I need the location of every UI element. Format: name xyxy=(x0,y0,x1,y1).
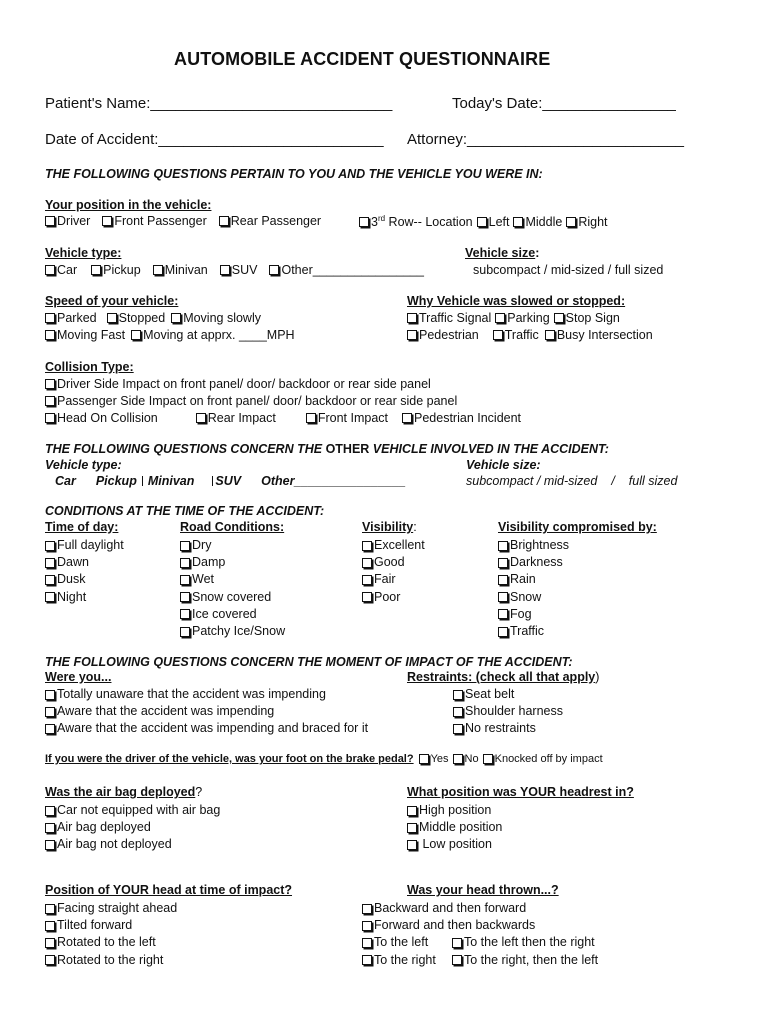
checkbox[interactable] xyxy=(495,313,505,323)
checkbox[interactable] xyxy=(45,592,55,602)
checkbox[interactable] xyxy=(566,217,576,227)
collision-type-label: Collision Type: xyxy=(45,360,134,374)
why-options-row2 xyxy=(407,328,653,342)
option-totally-unaware: Totally unaware that the accident was impending xyxy=(57,687,326,701)
visibility-list xyxy=(362,537,425,606)
vehicle-size-values: subcompact / mid-sized / full sized xyxy=(473,263,664,277)
checkbox[interactable] xyxy=(359,217,369,227)
option-pedestrian: Pedestrian xyxy=(419,328,479,342)
option-driver-side-impact: Driver Side Impact on front panel/ door/ backdoor or rear side panel xyxy=(57,377,431,391)
option-right-then-left: To the right, then the left xyxy=(464,952,599,967)
checkbox[interactable] xyxy=(45,216,55,226)
headrest-label: What position was YOUR headrest in? xyxy=(407,785,634,799)
option-busy-intersection: Busy Intersection xyxy=(556,328,653,342)
speed-options-row1 xyxy=(45,311,261,325)
option-rotated-right: Rotated to the right xyxy=(57,952,164,967)
checkbox[interactable] xyxy=(498,609,508,619)
third-row-options xyxy=(359,214,608,229)
brake-question-row xyxy=(45,753,603,765)
checkbox[interactable] xyxy=(91,265,101,275)
checkbox[interactable] xyxy=(45,690,55,700)
head-thrown-list xyxy=(362,900,598,969)
option-rear-impact: Rear Impact xyxy=(207,411,276,425)
checkbox[interactable] xyxy=(452,938,462,948)
checkbox[interactable] xyxy=(407,313,417,323)
checkbox[interactable] xyxy=(306,413,316,423)
divider xyxy=(212,476,213,486)
option-pedestrian-incident: Pedestrian Incident xyxy=(414,411,522,425)
checkbox[interactable] xyxy=(407,330,417,340)
checkbox[interactable] xyxy=(498,575,508,585)
todays-date-field[interactable]: Today's Date:________________ xyxy=(452,95,676,112)
option-aware-braced: Aware that the accident was impending and braced for it xyxy=(57,721,369,736)
option-middle-position: Middle position xyxy=(419,820,503,835)
other-vehicle-type-label: Vehicle type: xyxy=(45,458,122,472)
collision-row2 xyxy=(45,394,457,408)
position-label: Your position in the vehicle: xyxy=(45,198,212,212)
option-moving-fast: Moving Fast xyxy=(57,328,126,342)
checkbox[interactable] xyxy=(45,921,55,931)
checkbox[interactable] xyxy=(498,558,508,568)
option-moving-mph: Moving at apprx. ____MPH xyxy=(143,328,295,342)
option-suv: SUV xyxy=(231,263,258,277)
checkbox[interactable] xyxy=(45,806,55,816)
visibility-label: Visibility: xyxy=(362,520,417,534)
checkbox[interactable] xyxy=(131,330,141,340)
option-yes: Yes xyxy=(430,753,449,765)
vehicle-type-label: Vehicle type: xyxy=(45,246,122,260)
checkbox[interactable] xyxy=(180,627,190,637)
option-front-passenger: Front Passenger xyxy=(114,214,207,228)
option-facing-straight: Facing straight ahead xyxy=(57,901,178,915)
option-moving-slowly: Moving slowly xyxy=(183,311,261,325)
option-front-impact: Front Impact xyxy=(317,411,389,425)
option-airbag-not-deployed: Air bag not deployed xyxy=(57,837,172,852)
vehicle-size-label: Vehicle size: xyxy=(465,246,540,260)
visibility-compromised-label: Visibility compromised by: xyxy=(498,520,657,534)
checkbox[interactable] xyxy=(45,313,55,323)
brake-question: If you were the driver of the vehicle, was your foot on the brake pedal? xyxy=(45,753,414,765)
section-other-heading: THE FOLLOWING QUESTIONS CONCERN THE OTHER VEHICLE INVOLVED IN THE ACCIDENT: xyxy=(45,442,609,456)
head-position-list xyxy=(45,900,177,969)
were-you-list xyxy=(45,686,368,738)
option-darkness: Darkness xyxy=(510,555,563,570)
checkbox[interactable] xyxy=(45,413,55,423)
head-position-label: Position of YOUR head at time of impact? xyxy=(45,883,293,897)
checkbox[interactable] xyxy=(513,217,523,227)
checkbox[interactable] xyxy=(219,216,229,226)
option-pickup: Pickup xyxy=(103,263,141,277)
option-to-left: To the left xyxy=(374,935,429,950)
section-you-heading: THE FOLLOWING QUESTIONS PERTAIN TO YOU AND THE VEHICLE YOU WERE IN: xyxy=(45,167,543,181)
checkbox[interactable] xyxy=(45,558,55,568)
option-dawn: Dawn xyxy=(57,555,89,570)
option-full-daylight: Full daylight xyxy=(57,538,124,552)
collision-row3 xyxy=(45,411,521,425)
option-right: Right xyxy=(578,214,608,229)
checkbox[interactable] xyxy=(362,904,372,914)
checkbox[interactable] xyxy=(153,265,163,275)
other-size-subcompact[interactable]: subcompact / mid-sized xyxy=(466,474,598,488)
checkbox[interactable] xyxy=(45,938,55,948)
option-to-right: To the right xyxy=(374,952,436,967)
restraints-list xyxy=(453,686,563,738)
option-night: Night xyxy=(57,589,87,604)
checkbox[interactable] xyxy=(453,754,463,764)
option-wet: Wet xyxy=(192,572,214,587)
checkbox[interactable] xyxy=(554,313,564,323)
checkbox[interactable] xyxy=(498,592,508,602)
option-brightness: Brightness xyxy=(510,538,570,552)
option-rain: Rain xyxy=(510,572,536,587)
checkbox[interactable] xyxy=(453,724,463,734)
checkbox[interactable] xyxy=(362,558,372,568)
checkbox[interactable] xyxy=(45,823,55,833)
were-you-label: Were you... xyxy=(45,670,112,684)
divider xyxy=(142,476,143,486)
other-vehicle-size-label: Vehicle size: xyxy=(466,458,541,472)
checkbox[interactable] xyxy=(45,379,55,389)
option-dry: Dry xyxy=(192,538,212,552)
option-airbag-deployed: Air bag deployed xyxy=(57,820,151,835)
option-passenger-side-impact: Passenger Side Impact on front panel/ door/ backdoor or rear side panel xyxy=(57,394,458,408)
option-forward-backwards: Forward and then backwards xyxy=(374,918,536,933)
patient-name-field[interactable]: Patient's Name:_____________________________ xyxy=(45,95,393,112)
checkbox[interactable] xyxy=(45,265,55,275)
option-stopped: Stopped xyxy=(118,311,166,325)
option-damp: Damp xyxy=(192,555,226,570)
checkbox[interactable] xyxy=(45,330,55,340)
other-other[interactable]: Other________________ xyxy=(261,474,406,488)
checkbox[interactable] xyxy=(498,627,508,637)
option-rear-passenger: Rear Passenger xyxy=(230,214,322,228)
why-slowed-label: Why Vehicle was slowed or stopped: xyxy=(407,294,626,308)
option-parked: Parked xyxy=(57,311,97,325)
checkbox[interactable] xyxy=(362,921,372,931)
option-excellent: Excellent xyxy=(374,538,425,552)
conditions-heading: CONDITIONS AT THE TIME OF THE ACCIDENT: xyxy=(45,504,325,518)
option-no: No xyxy=(464,753,479,765)
option-left: Left xyxy=(488,214,510,229)
option-knocked-off: Knocked off by impact xyxy=(494,753,603,765)
option-head-on: Head On Collision xyxy=(57,411,158,425)
road-conditions-label: Road Conditions: xyxy=(180,520,285,534)
time-of-day-list xyxy=(45,537,124,606)
checkbox[interactable] xyxy=(452,955,462,965)
other-pickup[interactable]: Pickup xyxy=(95,474,137,488)
airbag-label: Was the air bag deployed? xyxy=(45,785,203,799)
road-conditions-list xyxy=(180,537,285,640)
checkbox[interactable] xyxy=(453,707,463,717)
checkbox[interactable] xyxy=(45,575,55,585)
option-seat-belt: Seat belt xyxy=(465,687,515,701)
option-fair: Fair xyxy=(374,572,396,587)
checkbox[interactable] xyxy=(493,330,503,340)
checkbox[interactable] xyxy=(180,609,190,619)
checkbox[interactable] xyxy=(402,413,412,423)
option-traffic-signal: Traffic Signal xyxy=(419,311,492,325)
option-no-restraints: No restraints xyxy=(465,721,536,736)
option-patchy-ice-snow: Patchy Ice/Snow xyxy=(192,624,286,639)
checkbox[interactable] xyxy=(180,558,190,568)
option-driver: Driver xyxy=(57,214,91,228)
why-options-row1 xyxy=(407,311,620,325)
option-backward-forward: Backward and then forward xyxy=(374,901,527,915)
checkbox[interactable] xyxy=(545,330,555,340)
checkbox[interactable] xyxy=(107,313,117,323)
visibility-compromised-list xyxy=(498,537,569,640)
option-stop-sign: Stop Sign xyxy=(565,311,620,325)
option-left-then-right: To the left then the right xyxy=(464,935,595,950)
other-size-full[interactable]: full sized xyxy=(628,474,678,488)
other-vehicle-sizes xyxy=(466,474,677,488)
checkbox[interactable] xyxy=(180,575,190,585)
option-car: Car xyxy=(57,263,78,277)
checkbox[interactable] xyxy=(45,541,55,551)
other-suv[interactable]: SUV xyxy=(215,474,242,488)
page-title: AUTOMOBILE ACCIDENT QUESTIONNAIRE xyxy=(174,49,551,69)
option-middle: Middle xyxy=(525,214,563,229)
third-row-label: 3rd Row-- Location xyxy=(371,214,473,230)
checkbox[interactable] xyxy=(45,955,55,965)
option-traffic-visibility: Traffic xyxy=(510,624,545,639)
other-car[interactable]: Car xyxy=(55,474,76,488)
restraints-label: Restraints: (check all that apply) xyxy=(407,670,600,684)
checkbox[interactable] xyxy=(269,265,279,275)
checkbox[interactable] xyxy=(407,806,417,816)
option-fog: Fog xyxy=(510,606,532,621)
impact-heading: THE FOLLOWING QUESTIONS CONCERN THE MOMENT OF IMPACT OF THE ACCIDENT: xyxy=(45,655,573,669)
option-minivan: Minivan xyxy=(164,263,208,277)
checkbox[interactable] xyxy=(362,592,372,602)
checkbox[interactable] xyxy=(180,541,190,551)
checkbox[interactable] xyxy=(220,265,230,275)
checkbox[interactable] xyxy=(171,313,181,323)
headrest-list xyxy=(407,802,502,854)
collision-row1 xyxy=(45,377,431,391)
option-snow-covered: Snow covered xyxy=(192,589,272,604)
option-rotated-left: Rotated to the left xyxy=(57,935,156,950)
other-minivan[interactable]: Minivan xyxy=(147,474,195,488)
option-parking: Parking xyxy=(507,311,550,325)
date-of-accident-field[interactable]: Date of Accident:___________________________ xyxy=(45,131,384,148)
option-aware: Aware that the accident was impending xyxy=(57,704,275,719)
option-high-position: High position xyxy=(419,803,492,817)
checkbox[interactable] xyxy=(483,754,493,764)
checkbox[interactable] xyxy=(102,216,112,226)
checkbox[interactable] xyxy=(45,840,55,850)
checkbox[interactable] xyxy=(407,840,417,850)
option-tilted-forward: Tilted forward xyxy=(57,918,133,933)
checkbox[interactable] xyxy=(362,955,372,965)
attorney-field[interactable]: Attorney:__________________________ xyxy=(407,131,684,148)
checkbox[interactable] xyxy=(45,396,55,406)
airbag-list xyxy=(45,802,220,854)
checkbox[interactable] xyxy=(362,938,372,948)
checkbox[interactable] xyxy=(45,724,55,734)
checkbox[interactable] xyxy=(45,707,55,717)
time-of-day-label: Time of day: xyxy=(45,520,119,534)
checkbox[interactable] xyxy=(498,541,508,551)
checkbox[interactable] xyxy=(362,541,372,551)
position-options xyxy=(45,214,321,228)
speed-options-row2 xyxy=(45,328,295,342)
option-snow: Snow xyxy=(510,589,542,604)
speed-label: Speed of your vehicle: xyxy=(45,294,179,308)
checkbox[interactable] xyxy=(362,575,372,585)
checkbox[interactable] xyxy=(453,690,463,700)
vehicle-type-options xyxy=(45,263,424,277)
checkbox[interactable] xyxy=(477,217,487,227)
option-low-position: Low position xyxy=(419,837,492,852)
option-shoulder-harness: Shoulder harness xyxy=(465,704,563,719)
option-other: Other________________ xyxy=(281,263,424,277)
checkbox[interactable] xyxy=(407,823,417,833)
size-separator: / xyxy=(611,474,615,488)
option-no-airbag: Car not equipped with air bag xyxy=(57,803,221,817)
option-traffic: Traffic xyxy=(504,328,539,342)
head-thrown-label: Was your head thrown...? xyxy=(407,883,559,897)
other-vehicle-types xyxy=(55,474,406,488)
option-ice-covered: Ice covered xyxy=(192,606,257,621)
checkbox[interactable] xyxy=(45,904,55,914)
checkbox[interactable] xyxy=(196,413,206,423)
checkbox[interactable] xyxy=(180,592,190,602)
option-dusk: Dusk xyxy=(57,572,86,587)
option-poor: Poor xyxy=(374,589,401,604)
option-good: Good xyxy=(374,555,405,570)
checkbox[interactable] xyxy=(419,754,429,764)
